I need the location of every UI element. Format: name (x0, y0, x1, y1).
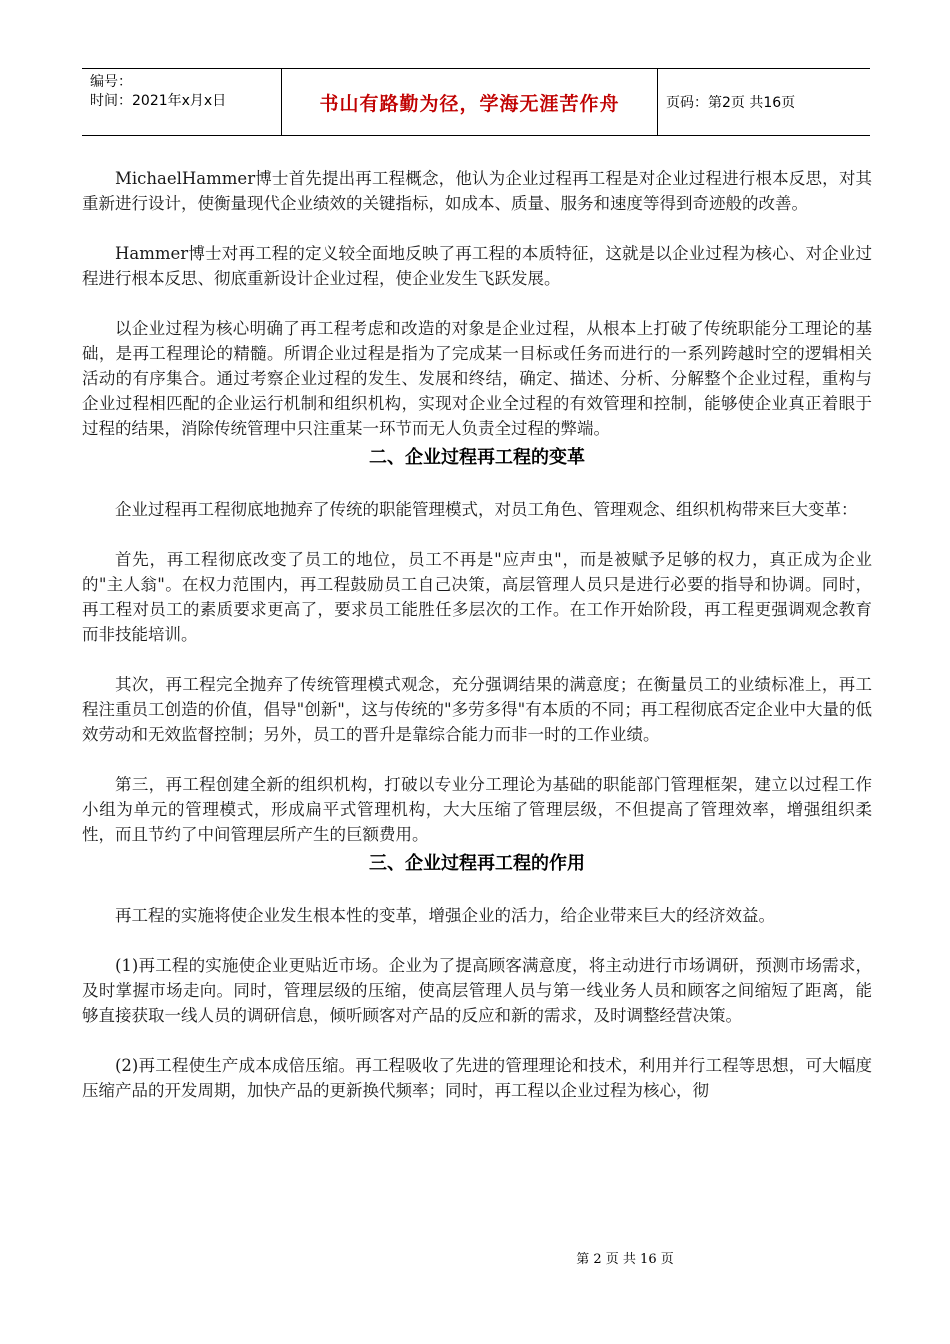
header-meta-cell (82, 69, 282, 135)
body-paragraph: 首先，再工程彻底改变了员工的地位，员工不再是"应声虫"，而是被赋予足够的权力，真正成为企业的"主人翁"。在权力范围内，再工程鼓励员工自己决策，高层管理人员只是进行必要的指导和协调。同时，再工程对员工的素质要求更高了，要求员工能胜任多层次的工作。在工作开始阶段，再工程更强调观念教育而非技能培训。 (82, 550, 872, 644)
body-paragraph: 其次，再工程完全抛弃了传统管理模式观念，充分强调结果的满意度；在衡量员工的业绩标准上，再工程注重员工创造的价值，倡导"创新"，这与传统的"多劳多得"有本质的不同；再工程彻底否定企业中大量的低效劳动和无效监督控制；另外，员工的晋升是靠综合能力而非一时的工作业绩。 (82, 675, 872, 744)
body-paragraph: (2)再工程使生产成本成倍压缩。再工程吸收了先进的管理理论和技术，利用并行工程等思想，可大幅度压缩产品的开发周期，加快产品的更新换代频率；同时，再工程以企业过程为核心，彻 (82, 1056, 872, 1100)
body-paragraph: MichaelHammer博士首先提出再工程概念，他认为企业过程再工程是对企业过程进行根本反思，对其重新进行设计，使衡量现代企业绩效的关键指标，如成本、质量、服务和速度等得到奇迹般的改善。 (82, 169, 872, 213)
section-heading-2: 二、企业过程再工程的变革 (369, 447, 585, 468)
page-footer: 第 2 页 共 16 页 (576, 1252, 674, 1267)
body-paragraph: 以企业过程为核心明确了再工程考虑和改造的对象是企业过程，从根本上打破了传统职能分工理论的基础，是再工程理论的精髓。所谓企业过程是指为了完成某一目标或任务而进行的一系列跨越时空的逻辑相关活动的有序集合。通过考察企业过程的发生、发展和终结，确定、描述、分析、分解整个企业过程，重构与企业过程相匹配的企业运行机制和组织机构，实现对企业全过程的有效管理和控制，能够使企业真正着眼于过程的结果，消除传统管理中只注重某一环节而无人负责全过程的弊端。 (82, 319, 872, 438)
document-header (82, 68, 870, 136)
body-paragraph: 再工程的实施将使企业发生根本性的变革，增强企业的活力，给企业带来巨大的经济效益。 (115, 906, 775, 925)
header-number-label: 编号： (90, 74, 132, 90)
header-page-label: 页码：第2页 共16页 (666, 95, 796, 111)
body-paragraph: (1)再工程的实施使企业更贴近市场。企业为了提高顾客满意度，将主动进行市场调研，预测市场需求，及时掌握市场走向。同时，管理层级的压缩，使高层管理人员与第一线业务人员和顾客之间缩短了距离，能够直接获取一线人员的调研信息，倾听顾客对产品的反应和新的需求，及时调整经营决策。 (82, 956, 872, 1025)
body-paragraph: Hammer博士对再工程的定义较全面地反映了再工程的本质特征，这就是以企业过程为核心、对企业过程进行根本反思、彻底重新设计企业过程，使企业发生飞跃发展。 (82, 244, 872, 288)
section-heading-3: 三、企业过程再工程的作用 (369, 853, 585, 874)
header-motto: 书山有路勤为径，学海无涯苦作舟 (282, 69, 658, 135)
body-paragraph: 第三，再工程创建全新的组织机构，打破以专业分工理论为基础的职能部门管理框架，建立以过程工作小组为单元的管理模式，形成扁平式管理机构，大大压缩了管理层级，不但提高了管理效率，增强组织柔性，而且节约了中间管理层所产生的巨额费用。 (82, 775, 872, 844)
body-paragraph: 企业过程再工程彻底地抛弃了传统的职能管理模式，对员工角色、管理观念、组织机构带来巨大变革： (115, 500, 858, 519)
header-date-label: 时间：2021年x月x日 (90, 93, 227, 109)
document-body (82, 166, 872, 1128)
